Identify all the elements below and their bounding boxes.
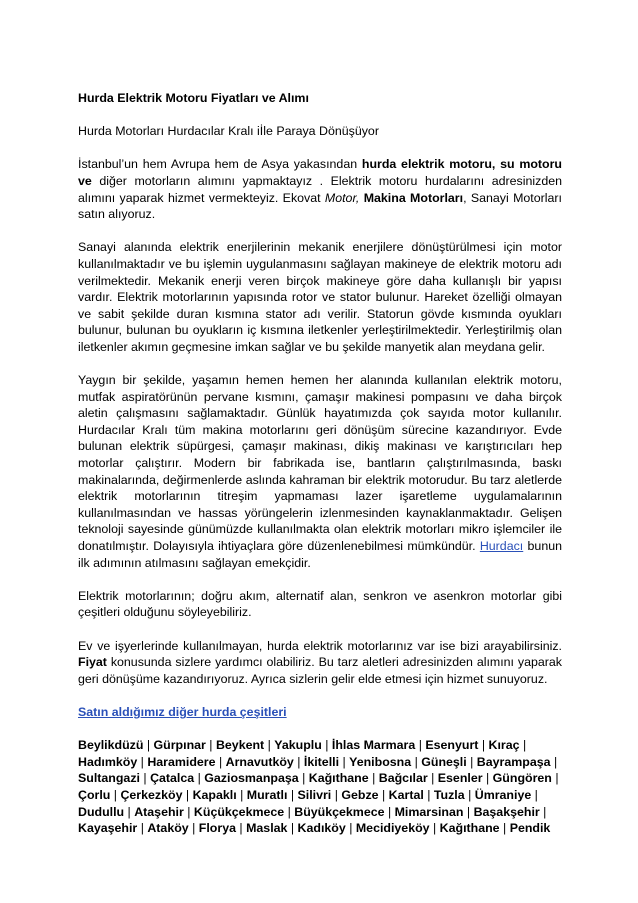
location-separator: | [182,787,193,802]
intro-text-1: İstanbul’un hem Avrupa hem de Asya yakasından [78,157,362,172]
location-item: Çatalca [150,771,195,786]
location-item: Yenibosna [349,754,412,769]
paragraph-mechanics: Sanayi alanında elektrik enerjilerinin mekanik enerjilere dönüştürülmesi için motor kullanılmaktadır ve bu işlemin uygulanmasını sağlayan makineye de elektrik motoru adı verilmektedir. Mekanik enerji veren birçok makineye göre daha kullanışlı bir yapısı vardır. Elektrik motorlarının yapısında rotor ve stator bulunur. Hareket özelliği olmayan ve sabit şekilde duran kısmına stator adı verilir. Statorun gövde kısmında oyukları bulunur, bulunan bu oyukların iç kısmına iletkenler yerleştirilmektedir. Yerleştirilmiş olan iletkenler akımın geçmesine imkan sağlar ve bu şekilde manyetik alan meydana gelir. [78,240,562,354]
location-item: Gebze [341,787,379,802]
location-separator: | [137,754,148,769]
contact-text-1: Ev ve işyerlerinde kullanılmayan, hurda elektrik motorlarınız var ise bizi arayabilirsiniz. [78,638,562,653]
location-separator: | [264,738,275,753]
contact-text-2: konusunda sizlere yardımcı olabiliriz. Bu tarz aletleri adresinizden alımını yaparak geri dönüşüme kazandırıyoruz. Ayrıca sizlerin gelir elde etmesi için hizmet sunuyoruz. [78,655,562,686]
location-item: Mecidiyeköy [355,821,430,836]
location-item: Bayrampaşa [476,754,551,769]
locations-list [78,737,562,837]
other-scrap-types-link[interactable]: Satın aldığımız diğer hurda çeşitleri [78,704,287,719]
location-item: Kadıköy [297,821,346,836]
location-item: Silivri [297,787,332,802]
location-item: Muratlı [246,787,288,802]
location-item: Yakuplu [274,738,322,753]
location-item: Ataşehir [134,804,184,819]
hurdaci-link[interactable]: Hurdacı [479,539,524,554]
location-separator: | [482,771,493,786]
location-separator: | [215,754,226,769]
location-separator: | [519,738,527,753]
location-separator: | [287,821,298,836]
location-item: Florya [198,821,236,836]
intro-bold-motors: hurda elektrik motoru, su motoru ve [78,157,562,188]
location-separator: | [539,804,547,819]
location-item: Sultangazi [78,771,140,786]
location-separator: | [415,738,426,753]
location-item: Hadımköy [78,754,138,769]
location-item: Beykent [215,738,265,753]
location-item: Kağıthane [439,821,500,836]
location-item: Haramidere [147,754,216,769]
location-separator: | [331,787,342,802]
location-item: Küçükçekmece [193,804,285,819]
location-separator: | [321,738,332,753]
location-separator: | [339,754,350,769]
location-separator: | [429,821,440,836]
location-separator: | [551,771,559,786]
location-separator: | [368,771,379,786]
location-separator: | [464,787,475,802]
location-item: Mimarsinan [394,804,464,819]
location-separator: | [550,754,558,769]
location-item: Ümraniye [474,787,532,802]
location-item: İhlas Marmara [331,738,416,753]
location-item: Çerkezköy [120,787,183,802]
location-item: Bağcılar [378,771,428,786]
location-separator: | [478,738,489,753]
location-item: Gürpınar [153,738,206,753]
location-separator: | [427,771,438,786]
location-separator: | [531,787,538,802]
location-item: Dudullu [78,804,125,819]
location-separator: | [411,754,422,769]
location-item: Tuzla [433,787,465,802]
intro-bold-makina: Makina Motorları [363,190,464,205]
location-separator: | [466,754,477,769]
location-item: Büyükçekmece [294,804,385,819]
location-item: Arnavutköy [225,754,294,769]
location-item: Güneşli [421,754,467,769]
location-separator: | [236,787,247,802]
location-item: Maslak [246,821,288,836]
location-item: İkitelli [303,754,340,769]
paragraph-usage [78,372,562,571]
location-item: Çorlu [78,787,111,802]
location-separator: | [284,804,295,819]
location-item: Güngören [492,771,552,786]
location-separator: | [287,787,298,802]
location-separator: | [293,754,304,769]
paragraph-types: Elektrik motorlarının; doğru akım, alternatif alan, senkron ve asenkron motorlar gibi çeşitleri olduğunu söyleyebiliriz. [78,588,562,620]
location-separator: | [194,771,205,786]
location-separator: | [124,804,135,819]
intro-text-4: , Sanayi Motorları satın alıyoruz. [78,190,562,222]
location-item: Kıraç [488,738,520,753]
location-separator: | [110,787,121,802]
location-item: Beylikdüzü [78,738,144,753]
location-separator: | [137,821,148,836]
document-subtitle: Hurda Motorları Hurdacılar Kralı iİle Paraya Dönüşüyor [78,124,379,139]
usage-tail: bunun ilk adımının atılmasını sağlayan emekçidir. [78,539,562,570]
intro-text-2: diğer motorların alımını yapmaktayız . Elektrik motoru hurdalarını adresinizden alımını yaparak hizmet vermekteyiz. Ekovat [78,173,562,205]
location-item: Kayaşehir [78,821,138,836]
location-separator: | [423,787,434,802]
location-item: Ataköy [147,821,189,836]
location-separator: | [499,821,510,836]
location-item: Pendik [509,821,551,836]
location-separator: | [205,738,216,753]
location-item: Esenyurt [425,738,479,753]
location-separator: | [235,821,247,836]
document-page [78,90,562,837]
usage-text: Yaygın bir şekilde, yaşamın hemen hemen her alanında kullanılan elektrik motoru, mutfak aspiratörünün pervane kısmını, çamaşır makinesi pompasını ve daha birçok aletin çalışmasını sağlamaktadır. Günlük hayatımızda çok sayıda motor kullanılır. Hurdacılar Kralı tüm makina motorlarını geri dönüşüm sürecine kazandırıyor. Evde bulunan elektrik süpürgesi, çamaşır makinası, dikiş makinası ve karıştırıcıları hep motorlar çalıştırır. Modern bir fabrikada ise, bantların çalıştırılmasında, baskı makinalarında, değirmenlerde aslında kahraman bir elektrik motorudur. Bu tarz aletlerde elektrik motorlarının titreşim yapmaması lazer işaretleme uygulamalarının kullanılmasından ve hassas yörüngelerin izlenmesinden kaynaklanmaktadır. Gelişen teknoloji sayesinde günümüzde kullanılmakta olan elektrik motorları mikro işlemciler ile donatılmıştır. Dolayısıyla ihtiyaçlara göre düzenlenebilmesi mümkündür. [78,373,562,554]
document-title: Hurda Elektrik Motoru Fiyatları ve Alımı [78,91,309,105]
location-separator: | [298,771,309,786]
location-separator: | [384,804,395,819]
intro-italic-motor: Motor, [324,190,360,205]
location-separator: | [345,821,356,836]
location-separator: | [378,787,389,802]
location-item: Kartal [388,787,424,802]
contact-bold-fiyat: Fiyat [78,655,107,670]
location-separator: | [188,821,199,836]
location-item: Gaziosmanpaşa [204,771,299,786]
paragraph-intro [78,156,562,222]
location-item: Kağıthane [308,771,369,786]
location-item: Kapaklı [192,787,237,802]
paragraph-contact [78,638,562,688]
location-separator: | [463,804,474,819]
location-item: Esenler [437,771,483,786]
location-separator: | [183,804,194,819]
location-separator: | [143,738,154,753]
location-item: Başakşehir [473,804,540,819]
location-separator: | [139,771,151,786]
